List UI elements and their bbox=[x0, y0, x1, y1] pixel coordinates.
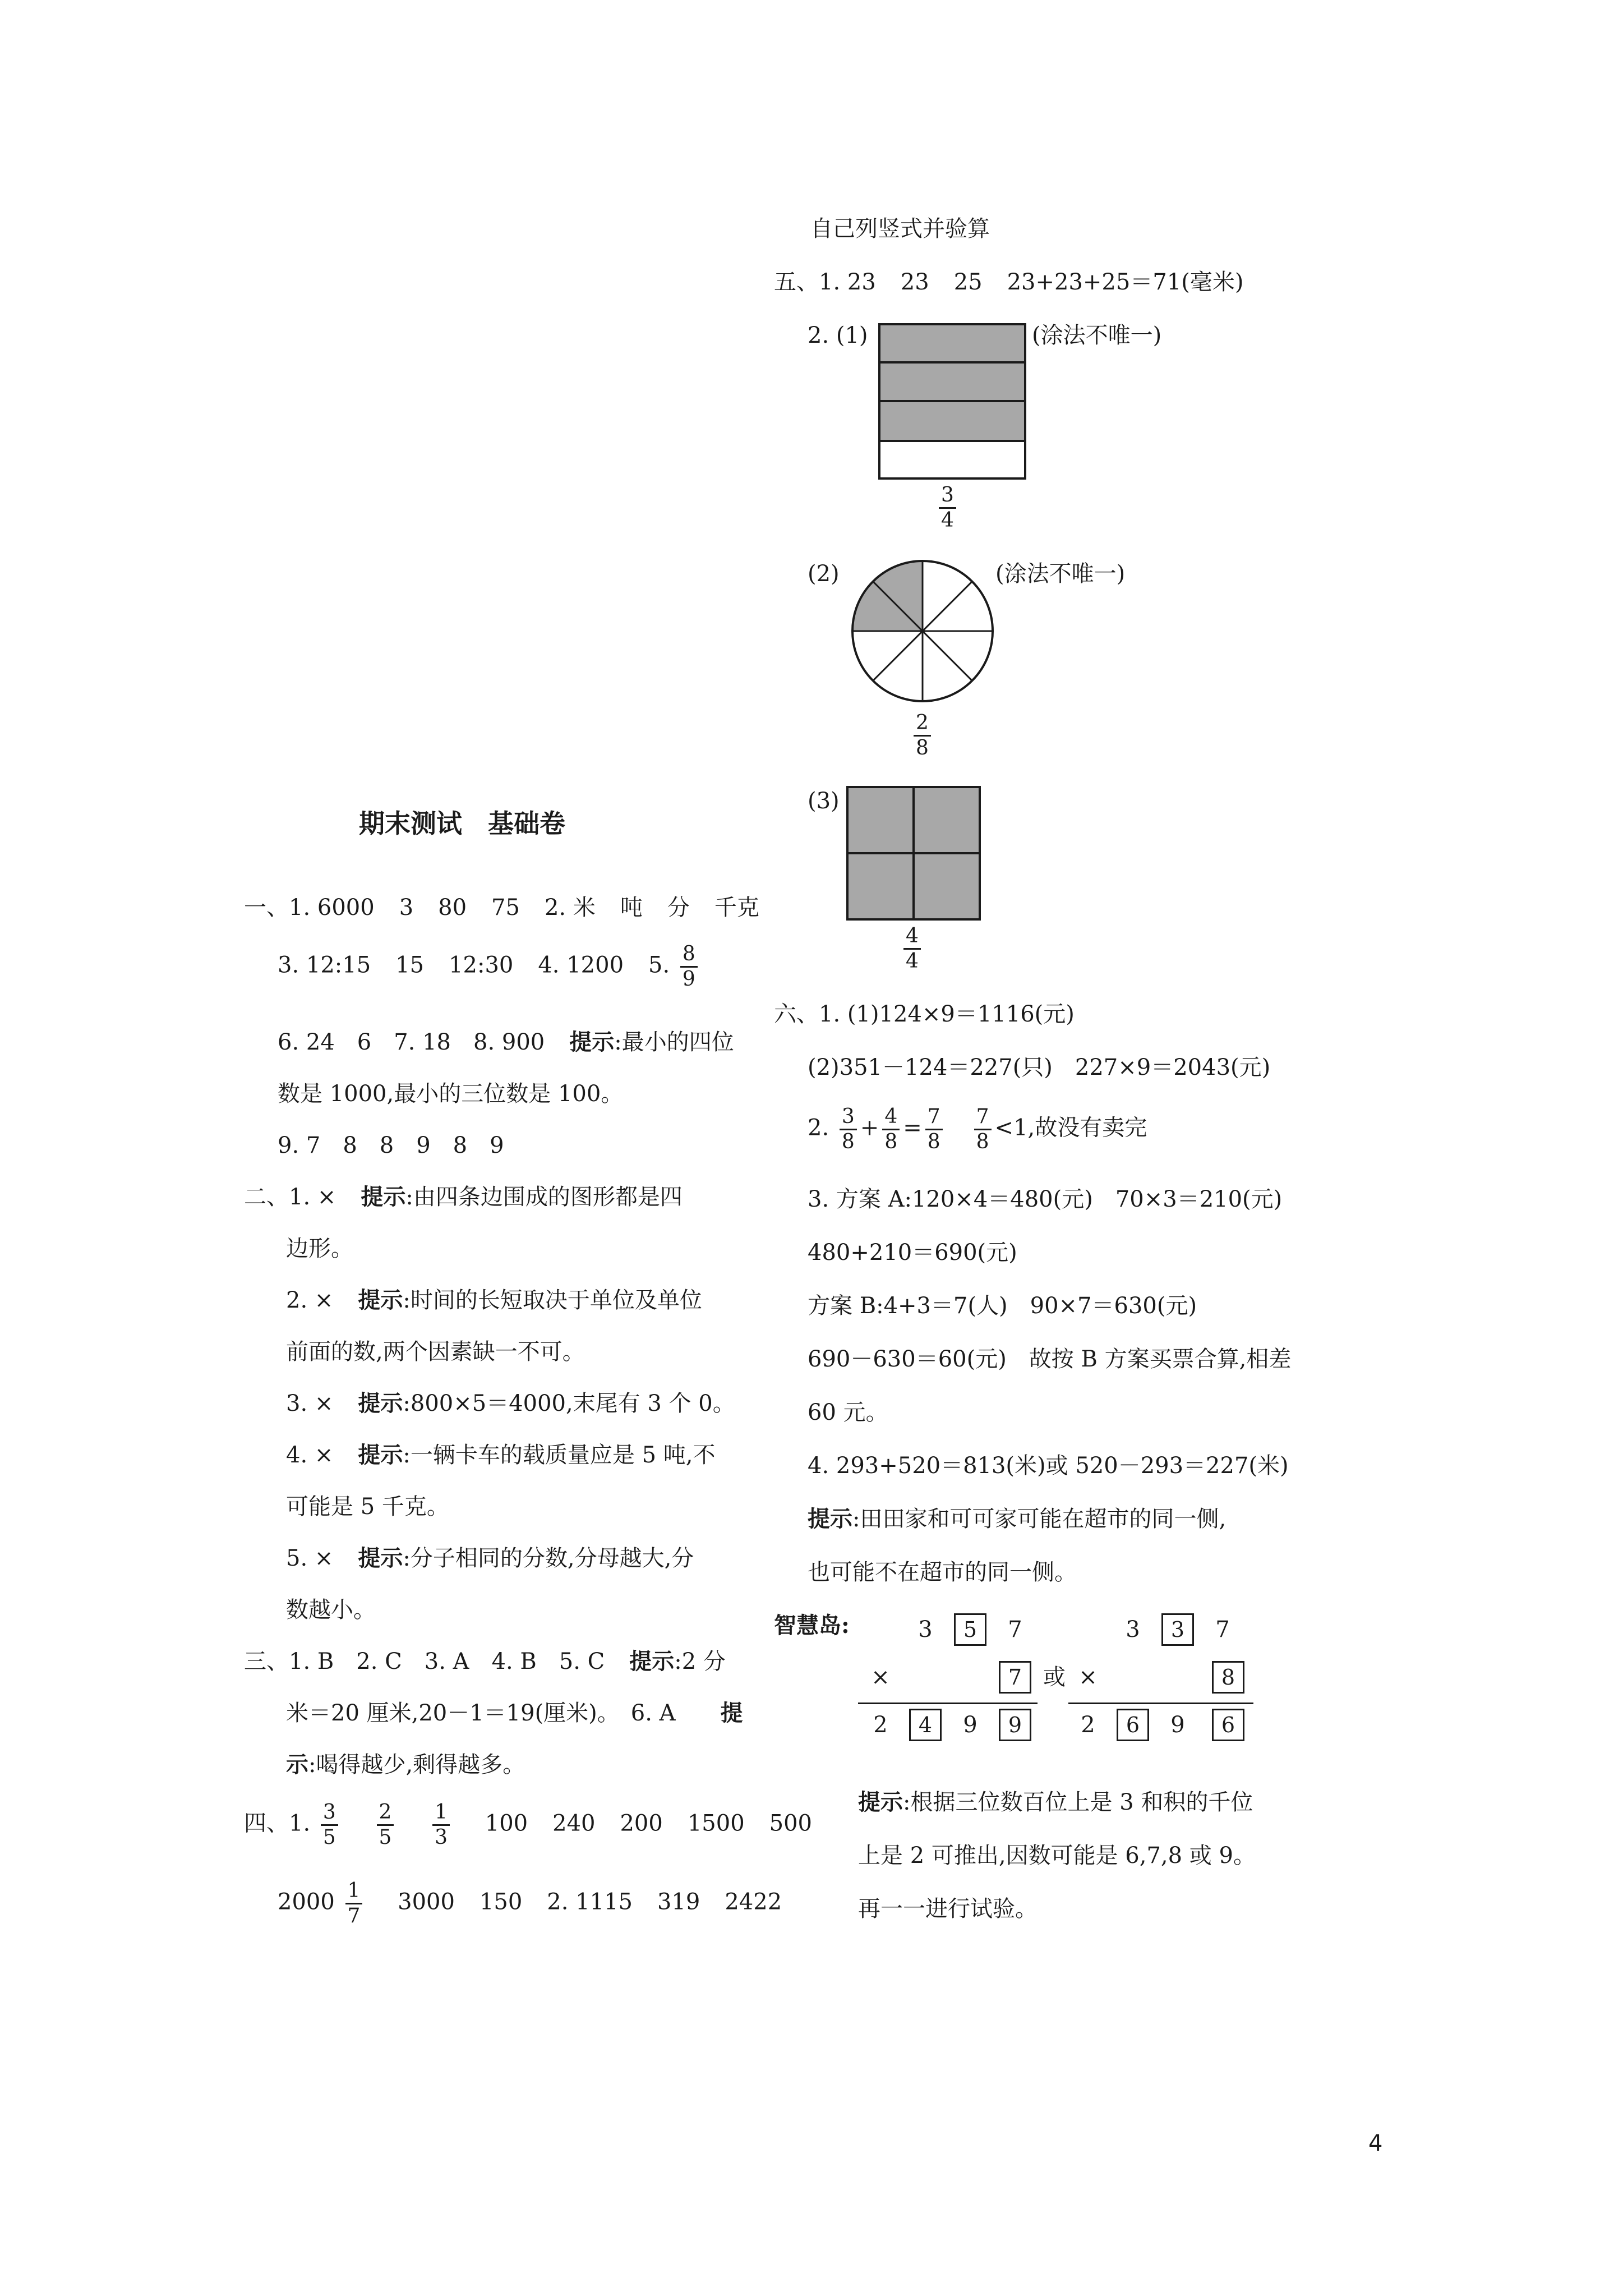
hint-label: 提示 bbox=[358, 1287, 403, 1313]
s6-line11: 也可能不在超市的同一侧。 bbox=[808, 1559, 1077, 1585]
digit-box: 4 bbox=[909, 1708, 942, 1742]
s3-line2: 米＝20 厘米,20－1＝19(厘米)。 6. A 提 bbox=[286, 1700, 743, 1726]
zhihui-label: 智慧岛: bbox=[774, 1612, 850, 1639]
figure2-label: (2) bbox=[808, 561, 840, 587]
zhihui-hint2: 上是 2 可推出,因数可能是 6,7,8 或 9。 bbox=[858, 1843, 1256, 1869]
digit: 7 bbox=[1215, 1617, 1230, 1642]
s6-line3: 2. $\frac{3}{8}$ + $\frac{4}{8}$ = $\frac{7}{8}$ $\frac{7}{8}$ <1,故没有卖完 bbox=[808, 1105, 1147, 1153]
digit: 7 bbox=[1008, 1617, 1022, 1642]
digit-box: 6 bbox=[1211, 1708, 1245, 1742]
answer: 15 bbox=[395, 952, 425, 978]
s2-item4-cont: 可能是 5 千克。 bbox=[286, 1494, 449, 1520]
figure2-note: (涂法不唯一) bbox=[995, 561, 1126, 587]
answer: 4. 1200 bbox=[538, 952, 624, 978]
hint-text: :最小的四位 bbox=[614, 1029, 734, 1055]
answer: 3. 12:15 bbox=[278, 952, 371, 978]
answer: 12:30 bbox=[449, 952, 514, 978]
page-number: 4 bbox=[1368, 2131, 1383, 2156]
s5-marker: 五、 bbox=[774, 269, 819, 295]
answer: 2. 米 bbox=[544, 895, 596, 921]
s6-line2: (2)351－124＝227(只) 227×9＝2043(元) bbox=[808, 1055, 1271, 1080]
answer: 千克 bbox=[714, 895, 759, 921]
s2-item1-cont: 边形。 bbox=[286, 1236, 353, 1262]
digit-box: 6 bbox=[1116, 1708, 1150, 1742]
s1-line2 bbox=[278, 942, 701, 991]
hint-label: 提示 bbox=[858, 1789, 903, 1815]
fraction: $\frac{1}{3}$ bbox=[432, 1801, 450, 1849]
s2-item1: 二、1. × 提示:由四条边围成的图形都是四 bbox=[244, 1184, 683, 1210]
answer: 3 bbox=[399, 895, 414, 921]
hint-label: 提示 bbox=[358, 1390, 403, 1416]
answer: 80 bbox=[438, 895, 467, 921]
figure1-label: 2. (1) bbox=[808, 323, 868, 348]
s5-line1: 五、1. 23 23 25 23+23+25＝71(毫米) bbox=[774, 269, 1244, 295]
s6-marker: 六、 bbox=[774, 1001, 819, 1027]
shaded-circle-figure bbox=[847, 555, 998, 707]
s1-line4: 数是 1000,最小的三位数是 100。 bbox=[278, 1081, 624, 1107]
shaded-rectangle-figure bbox=[878, 323, 1029, 482]
hint-label: 提示 bbox=[629, 1648, 675, 1674]
s6-line10: 提示:田田家和可可家可能在超市的同一侧, bbox=[808, 1506, 1227, 1532]
hint-label: 提示 bbox=[358, 1545, 403, 1571]
digit: 3 bbox=[918, 1617, 933, 1642]
hint-label: 提示 bbox=[358, 1442, 403, 1468]
s4-marker: 四、 bbox=[244, 1810, 289, 1837]
s6-line8: 60 元。 bbox=[808, 1400, 888, 1425]
s2-marker: 二、 bbox=[244, 1184, 289, 1210]
s1-line5: 9. 7 8 8 9 8 9 bbox=[278, 1133, 504, 1158]
s3-marker: 三、 bbox=[244, 1649, 289, 1674]
figure1-note: (涂法不唯一) bbox=[1032, 323, 1162, 348]
s6-line7: 690－630＝60(元) 故按 B 方案买票合算,相差 bbox=[808, 1346, 1292, 1372]
s2-item5: 5. × 提示:分子相同的分数,分母越大,分 bbox=[286, 1545, 694, 1571]
s1-marker: 一、 bbox=[244, 895, 289, 921]
figure3-fraction: $\frac{4}{4}$ bbox=[900, 924, 924, 973]
s3-line3: 示:喝得越少,剩得越多。 bbox=[286, 1751, 525, 1778]
s2-item3: 3. × 提示:800×5＝4000,末尾有 3 个 0。 bbox=[286, 1390, 735, 1416]
zhihui-hint1: 提示:根据三位数百位上是 3 和积的千位 bbox=[858, 1789, 1253, 1815]
s6-line9: 4. 293+520＝813(米)或 520－293＝227(米) bbox=[808, 1453, 1289, 1479]
or-text: 或 bbox=[1043, 1664, 1066, 1690]
s6-line1: 六、1. (1)124×9＝1116(元) bbox=[774, 1001, 1075, 1027]
s2-item2-cont: 前面的数,两个因素缺一不可。 bbox=[286, 1339, 585, 1365]
divider-line bbox=[858, 1703, 1038, 1704]
digit: 9 bbox=[963, 1712, 978, 1738]
answer: 75 bbox=[491, 895, 520, 921]
digit-box: 8 bbox=[1211, 1660, 1245, 1694]
fraction: $\frac{2}{5}$ bbox=[377, 1801, 394, 1849]
digit-box: 5 bbox=[953, 1613, 987, 1646]
digit: 3 bbox=[1126, 1617, 1140, 1642]
zhihui-hint3: 再一一进行试验。 bbox=[858, 1896, 1038, 1922]
figure1-fraction: $\frac{3}{4}$ bbox=[935, 484, 960, 532]
figure3-label: (3) bbox=[808, 788, 840, 814]
digit: 2 bbox=[1081, 1712, 1095, 1738]
digit: 9 bbox=[1170, 1712, 1185, 1738]
s2-item4: 4. × 提示:一辆卡车的载质量应是 5 吨,不 bbox=[286, 1442, 716, 1468]
digit: 2 bbox=[873, 1712, 888, 1738]
s6-line5: 480+210＝690(元) bbox=[808, 1240, 1017, 1266]
s1-line1 bbox=[244, 892, 759, 923]
figure2-fraction: $\frac{2}{8}$ bbox=[910, 711, 934, 760]
hint-label: 提示 bbox=[361, 1184, 406, 1210]
section-title: 期末测试 基础卷 bbox=[359, 808, 565, 839]
answer: 5. bbox=[648, 952, 670, 978]
multiply-sign: × bbox=[1078, 1664, 1098, 1690]
s6-line6: 方案 B:4+3＝7(人) 90×7＝630(元) bbox=[808, 1293, 1197, 1319]
multiply-sign: × bbox=[871, 1664, 890, 1690]
divider-line bbox=[1068, 1703, 1253, 1704]
fraction: $\frac{3}{5}$ bbox=[321, 1801, 338, 1849]
answer: 分 bbox=[667, 895, 690, 921]
top-line: 自己列竖式并验算 bbox=[810, 216, 990, 242]
s2-item5-cont: 数越小。 bbox=[286, 1597, 376, 1623]
s1-line3 bbox=[278, 1027, 734, 1058]
answer: 6. 24 6 7. 18 8. 900 bbox=[278, 1029, 545, 1055]
fraction: $\frac{1}{7}$ bbox=[345, 1879, 363, 1928]
fraction: $\frac{8}{9}$ bbox=[680, 942, 698, 991]
s2-item2: 2. × 提示:时间的长短取决于单位及单位 bbox=[286, 1287, 702, 1313]
answer: 吨 bbox=[620, 895, 643, 921]
digit-box: 7 bbox=[998, 1660, 1032, 1694]
hint-label: 提示 bbox=[569, 1029, 615, 1055]
answer: 1. 6000 bbox=[289, 895, 375, 921]
s4-line2: 2000 $\frac{1}{7}$ 3000 150 2. 1115 319 2422 bbox=[278, 1879, 782, 1927]
digit-box: 3 bbox=[1161, 1613, 1195, 1646]
digit-box: 9 bbox=[998, 1708, 1032, 1742]
shaded-square-figure bbox=[846, 785, 983, 923]
s3-line1: 三、1. B 2. C 3. A 4. B 5. C 提示:2 分 bbox=[244, 1648, 726, 1674]
s4-line1: 四、1. $\frac{3}{5}$ $\frac{2}{5}$ $\frac{1}{3}$ 100 240 200 1500 500 bbox=[244, 1801, 812, 1849]
hint-label: 提示 bbox=[808, 1506, 852, 1532]
s6-line4: 3. 方案 A:120×4＝480(元) 70×3＝210(元) bbox=[808, 1186, 1283, 1212]
